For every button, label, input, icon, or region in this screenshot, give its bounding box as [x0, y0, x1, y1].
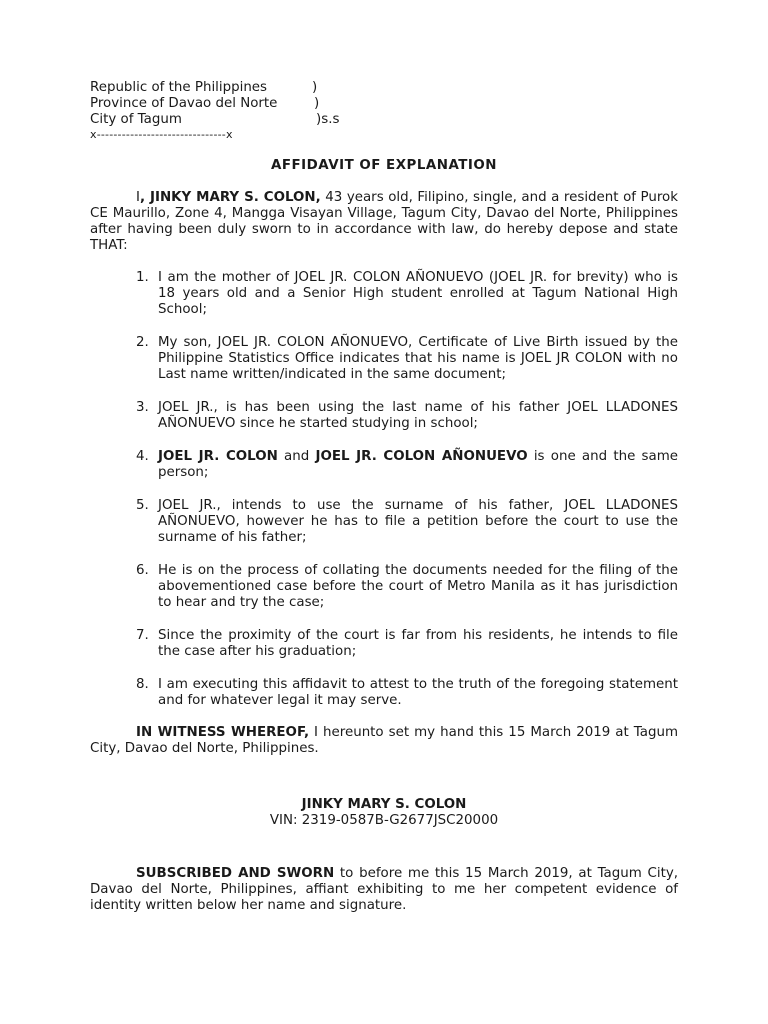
venue-city: City of Tagum: [90, 112, 182, 127]
list-item: [90, 628, 678, 660]
item-number: 6.: [136, 563, 149, 578]
signatory-name: JINKY MARY S. COLON: [301, 797, 467, 812]
item-number: 7.: [136, 628, 149, 643]
list-item: [90, 400, 678, 432]
signature-block: [90, 797, 678, 829]
witness-paragraph: [90, 725, 678, 757]
item-text: Since the proximity of the court is far from his residents, he intends to file the case after his graduation;: [158, 628, 678, 659]
item-bold-name-2: JOEL JR. COLON AÑONUEVO: [315, 449, 528, 464]
item-text: is one and the same person;: [158, 449, 679, 480]
list-item: [90, 677, 678, 709]
item-conjunction: and: [277, 449, 316, 464]
item-number: 5.: [136, 498, 149, 513]
jurat-paragraph: [90, 866, 678, 914]
item-text: My son, JOEL JR. COLON AÑONUEVO, Certificate of Live Birth issued by the Philippine Statistics Office indicates that his name is JOEL JR COLON with no Last name written/indicated in the same document;: [158, 335, 678, 382]
item-text: JOEL JR., intends to use the surname of his father, JOEL LLADONES AÑONUEVO, however he has to file a petition before the court to use the surname of his father;: [158, 498, 678, 545]
item-number: 8.: [136, 677, 149, 692]
list-item: [90, 563, 678, 611]
venue-republic: Republic of the Philippines: [90, 80, 268, 95]
item-text: JOEL JR., is has been using the last name of his father JOEL LLADONES AÑONUEVO since he started studying in school;: [158, 400, 678, 431]
intro-paragraph: [90, 190, 678, 254]
venue-separator: x-------------------------------x: [90, 128, 233, 141]
venue-ss: )s.s: [316, 112, 340, 127]
document-title: AFFIDAVIT OF EXPLANATION: [271, 158, 497, 173]
jurat-heading: SUBSCRIBED AND SWORN: [136, 866, 335, 881]
affidavit-page: [90, 80, 678, 914]
list-item: [90, 335, 678, 383]
item-text: He is on the process of collating the documents needed for the filing of the abovementioned case before the court of Metro Manila as it has jurisdiction to hear and try the case;: [158, 563, 678, 610]
item-number: 2.: [136, 335, 149, 350]
list-item: [90, 498, 678, 546]
venue-paren-1: ): [312, 80, 318, 95]
venue-paren-2: ): [314, 96, 320, 111]
intro-prefix: I: [136, 190, 140, 205]
statement-list: [90, 270, 678, 709]
jurat-text: to before me this 15 March 2019, at Tagum City, Davao del Norte, Philippines, affiant exhibiting to me her competent evidence of identity written below her name and signature.: [90, 866, 678, 913]
item-text: I am executing this affidavit to attest to the truth of the foregoing statement and for whatever legal it may serve.: [158, 677, 678, 708]
item-number: 3.: [136, 400, 149, 415]
item-number: 1.: [136, 270, 149, 285]
item-bold-name-1: JOEL JR. COLON: [158, 449, 278, 464]
venue-block: [90, 80, 678, 144]
witness-text: I hereunto set my hand this 15 March 2019 at Tagum City, Davao del Norte, Philippines.: [90, 725, 678, 756]
item-number: 4.: [136, 449, 149, 464]
venue-province: Province of Davao del Norte: [90, 96, 278, 111]
intro-text: 43 years old, Filipino, single, and a resident of Purok CE Maurillo, Zone 4, Mangga Visayan Village, Tagum City, Davao del Norte, Philippines after having been duly sworn to in accordance with law, do hereby depose and state THAT:: [90, 190, 678, 253]
signatory-vin: VIN: 2319-0587B-G2677JSC20000: [269, 813, 499, 828]
list-item: [90, 270, 678, 318]
list-item: [90, 449, 678, 481]
witness-heading: IN WITNESS WHEREOF,: [136, 725, 310, 740]
affiant-name: , JINKY MARY S. COLON,: [139, 190, 321, 205]
item-text: I am the mother of JOEL JR. COLON AÑONUEVO (JOEL JR. for brevity) who is 18 years old and a Senior High student enrolled at Tagum National High School;: [158, 270, 678, 317]
